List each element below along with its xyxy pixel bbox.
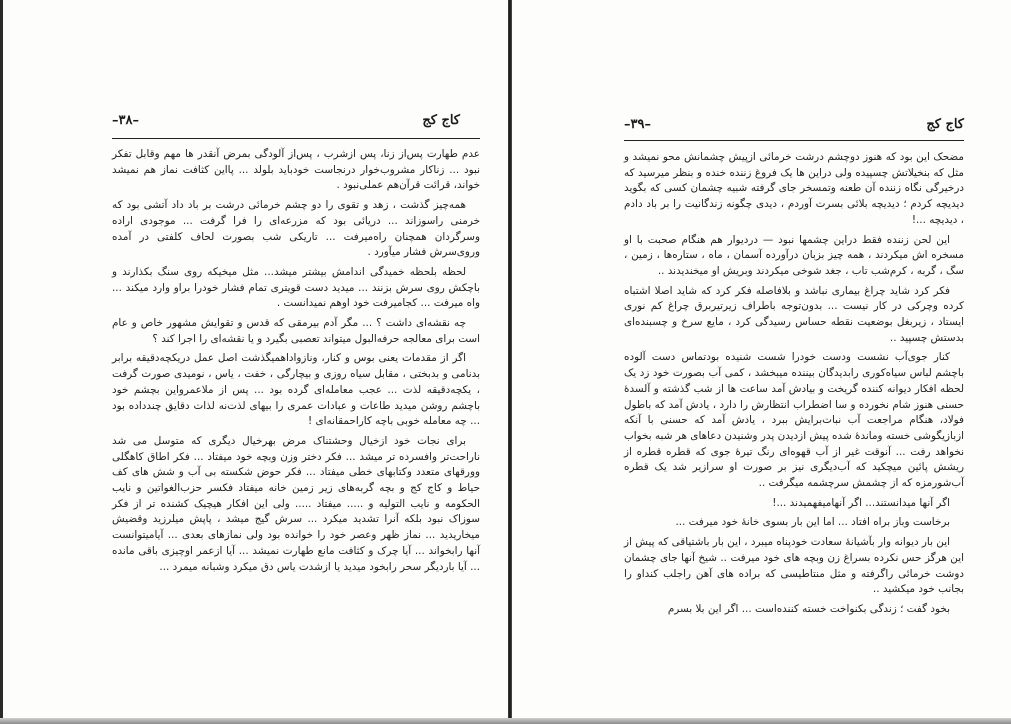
left-page-header (112, 113, 476, 135)
paragraph: فکر کرد شاید چراغ بیماری نباشد و بلافاصله فکر کرد که شاید اصلا اشتباه کرده وچرکی در کار نیست ... بدون‌توجه باطراف زیرتیربرق چراغ کم نوری ایستاد ، زیربغل بوضعیت نقطه حساس رسیدگی کرد ، مایع سرخ و چسبنده‌ای بدستش چسپید .. (624, 284, 964, 344)
paragraph: اگر از مقدمات یعنی بوس و کنار، ونازواداهمیگذشت اصل عمل دریکچه‌دقیقه برابر بدنامی و بدبختی ، مقابل سیاه روزی و بیچارگی ، خفت ، یاس ، نومیدی صورت گرفت ، یکچه‌دقیقه لذت ... عجب معامله‌ای گرده بود ... پس از ملاعمرواین بچشم خود باچشم روشن میدید طاعات و عبادات عمری را بیهای لذت‌نه لذات دقایق چندداده بود ... چه معامله خوبی باچه کاراحمقانه‌ای ! (112, 352, 480, 428)
left-page-body (112, 147, 480, 575)
paragraph: لحظه بلحظه خمیدگی اندامش بیشتر میشد... مثل میخیکه روی سنگ بکذارند و باچکش روی سرش بزنند ... میدید دست قویتری تمام‌ فشار خودرا براو وارد میکند ... واه میرفت ... کجامیرفت خود اوهم نمیدانست . (112, 265, 480, 310)
paragraph: همه‌چیز گذشت ، زهد و تقوی را دو چشم خرمائی درشت بر باد داد آتشی بود که خرمنی راسوزاند ... دریائی بود که مزرعه‌ای را فرا گرفت ... موجودی اراده وسرگردان همچنان راه‌میرفت ... تاریکی شب بصورت لحاف کلفتی در آمده وروی‌سرش فشار میآورد . (112, 199, 480, 259)
page-edge (0, 0, 3, 724)
paragraph: برای نجات خود ازخیال وحشتناک مرض بهرخیال دیگری که متوسل می شد ناراحت‌تر وافسرده تر میشد ... فکر دختر وزن وبچه خود میفتاد ... فکر اطاق کاهگلی وورقهای متعدد وکتابهای خطی میفتاد ... فکر حوض شکسته بی آب و شش های کف حیاط و کاج کج و بچه گربه‌های زیر زمین خانه میفتاد فکسر حزب‌الغواتین و نایب الحکومه و نایب التولیه و ..... میفتاد ..... ولی این افکار هیچیک کشنده‌ تر از فکر سوزاک نبود بلکه آنرا تشدید میکرد ... سرش گیج میشد ، پاپش میلرزید وقضیش میخاریدید ... نماز ظهر وعصر خود را خوانده بود ولی نمازهای بعدی ... آیامیتوانست آنها رابخواند ... آیا چرک و کثافت مانع طهارت نمیشد ... آیا ازعمر اوچیزی باقی مانده ... آیا باردیگر سحر رابخود میدید یا ازشدت یاس دق میکرد وشبانه میمرد ... (112, 434, 480, 573)
running-title: کاج کج (422, 113, 460, 128)
paragraph: بخود گفت ؛ زندگی بکنواخت خسته کننده‌است ... اگر این بلا بسرم (667, 602, 950, 615)
right-page (512, 0, 1011, 724)
paragraph: کنار جوی‌آب نشست ودست خودرا شست شنیده بودتماس دست آلوده باچشم لباس سیاه‌کوری رابدیدگان بیننده میبخشد ، کمی آب بصورت خود زد یک لحظه افکار دیوانه کننده گریخت و بیادش آمد ساعت ها از شب گذشته و آلسدهٔ حسنی هنوز شام نخورده و سا اضطراب انتظارش را دارد ، یادش آمد که باطول فولاد، هنگام مراجعت آب نبات‌برایش ببرد ، یادش آمد که حسنی با آنکه ازبازیگوشی خسته وماندهٔ شده‌ پیش ازدیدن پدر وشنیدن دعاهای هر شبه بخواب نخواهد رفت ... آنوقت غیر از آب قهوه‌ای رنگ تیرهٔ جوی که قطره قطره از ریشش پائین میچکید که آب‌دیگری نیز بر صورت او سرازیر شد یک قطره آب‌شورمزه‌ که از چشمش سرچشمه میگرفت .. (624, 351, 964, 490)
paragraph: این بار دیوانه وار بآشیانهٔ سعادت خودپناه میبرد ، این بار باشتیاقی که پیش از این هرگز حس نکرده بسراغ زن وبچه های خود میرفت .. شیخ آنها جای چشمان دوشت خرمائی راگرفته و مثل منتاطیسی که براده های آهن‌ راجلب کنداو را بجانب خود میکشید .. (624, 536, 964, 596)
page-number: –۳۸– (112, 113, 139, 128)
header-rule (624, 140, 964, 141)
right-page-body (624, 150, 964, 618)
paragraph: مضحک این بود که هنوز دوچشم درشت خرمائی ازپیش چشمانش محو نمیشد و مثل که بنخیلاتش چسپیده ولی دراین ها یک فروغ زننده خنده و بنظر میرسید که درخیرگی نگاه زننده آن طعنه وتمسخر جای گرفته شبیه چشمان کسی که بگوید دیدیچه کردم ؛ دیدیچه بلائی بسرت آوردم ، دیدی چگونه زندگانیت را بر باد دادم ، دیدیچه ...! (624, 151, 964, 226)
paragraph: عدم طهارت پس‌از زنا، پس ازشرب ، پس‌از آلودگی بمرض آنقدر ها مهم وقابل تفکر نبود ... زناکار مشروب‌خوار درنجاست خودباید بلولد ... پااین کثافت نماز هم نمیشد خواند، قرائت قرآن‌هم عملی‌نبود . (112, 148, 480, 192)
paragraph: برخاست وباز براه افتاد ... اما این بار بسوی خانهٔ خود میرفت ... (675, 516, 950, 529)
page-number: –۳۹– (624, 117, 651, 132)
right-page-header (624, 117, 964, 139)
paragraph: اگر آنها میدانستند... اگر آنهامیفهمیدند ...! (772, 496, 950, 509)
paragraph: این لحن زننده فقط دراین چشمها نبود — دردیوار هم هنگام صحبت با او مسخره اش میکردند ، همه چیز بزبان درآورده آسمان ، ماه ، ستاره‌ها ، زمین ، سگ ، گربه ، کرم‌شب تاب ، جغد شوخی میکردند وبریش او میخندیدند .. (624, 233, 964, 277)
header-rule (112, 138, 480, 139)
page-bottom-edge (0, 718, 1011, 724)
running-title: کاج کج (926, 117, 964, 132)
paragraph: چه نقشه‌ای داشت ؟ ... مگر آدم بیرمقی که قدس و تقوایش مشهور خاص و عام است برای معالجه حرفه‌البول میتواند تعصبی بگیرد و یا نقشه‌ای را اجرا کند ؟ (112, 317, 480, 345)
